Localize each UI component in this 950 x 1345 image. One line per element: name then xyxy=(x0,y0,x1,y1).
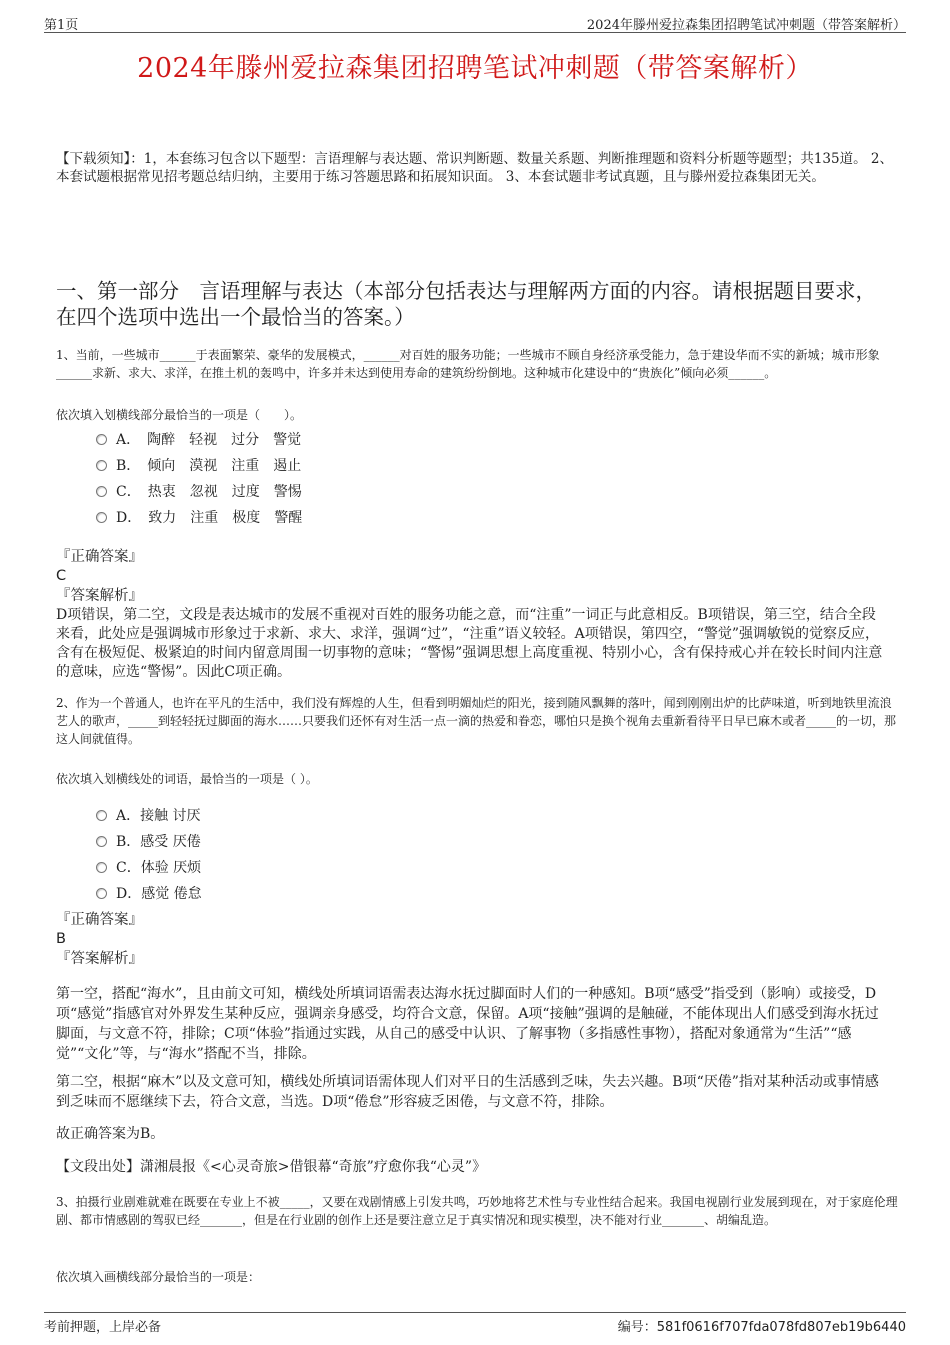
page-title: 2024年滕州爱拉森集团招聘笔试冲刺题（带答案解析） xyxy=(137,53,813,84)
question-2-analysis-label: 『答案解析』 xyxy=(56,951,143,967)
question-3-stem: 3、拍摄行业剧难就难在既要在专业上不被_____，又要在戏剧情感上引发共鸣，巧妙地将艺术性与专业性结合起来。我国电视剧行业发展到现在，对于家庭伦理剧、都市情感剧的驾驭已经_______，但是在行业剧的创作上还是要注意立足于真实情况和现实模型，决不能对行业_______、胡编乱造。 xyxy=(56,1195,898,1227)
question-2-answer: B xyxy=(56,931,66,947)
question-1-answer: C xyxy=(56,568,67,584)
question-2-prompt: 依次填入划横线处的词语，最恰当的一项是（ ）。 xyxy=(56,772,318,786)
question-1-answer-label: 『正确答案』 xyxy=(56,549,143,565)
question-2-stem: 2、作为一个普通人，也许在平凡的生活中，我们没有辉煌的人生，但看到明媚灿烂的阳光，接到随风飘舞的落叶，闻到刚刚出炉的比萨味道，听到地铁里流浪艺人的歌声，_____到轻轻抚过脚面的海水……只要我们还怀有对生活一点一滴的热爱和眷恋，哪怕只是换个视角去重新看待平日早已麻木或者_____的一切，那这人间就值得。 xyxy=(56,696,897,746)
question-1-options xyxy=(96,426,302,530)
download-notice: 【下载须知】：1，本套练习包含以下题型：言语理解与表达题、常识判断题、数量关系题、判断推理题和资料分析题等题型；共135道。 2、本套试题根据常见招考题总结归纳，主要用于练习答题思路和拓展知识面。 3、本套试题非考试真题，且与滕州爱拉森集团无关。 xyxy=(56,151,893,185)
radio-icon[interactable] xyxy=(96,460,107,471)
radio-icon[interactable] xyxy=(96,810,107,821)
question-1-stem: 1、当前，一些城市______于表面繁荣、豪华的发展模式，______对百姓的服务功能；一些城市不顾自身经济承受能力，急于建设华而不实的新城；城市形象______求新、求大、求洋，在推土机的轰鸣中，许多并未达到使用寿命的建筑纷纷倒地。这种城市化建设中的“贵族化”倾向必须______。 xyxy=(56,348,880,380)
section-heading: 一、第一部分 言语理解与表达（本部分包括表达与理解两方面的内容。请根据题目要求，在四个选项中选出一个最恰当的答案。） xyxy=(56,279,876,329)
question-2-options xyxy=(96,802,202,906)
question-2-source: 【文段出处】潇湘晨报《<心灵奇旅>借银幕“奇旅”疗愈你我“心灵”》 xyxy=(56,1159,487,1175)
radio-icon[interactable] xyxy=(96,862,107,873)
question-2-option-a[interactable]: A．接触 讨厌 xyxy=(96,802,202,828)
question-2-option-d[interactable]: D．感觉 倦怠 xyxy=(96,880,202,906)
page-footer xyxy=(44,1312,906,1335)
question-1-option-a[interactable]: A． 陶醉 轻视 过分 警觉 xyxy=(96,426,302,452)
footer-slogan: 考前押题，上岸必备 xyxy=(44,1320,162,1335)
radio-icon[interactable] xyxy=(96,486,107,497)
question-2-option-b[interactable]: B．感受 厌倦 xyxy=(96,828,202,854)
header-doc-title: 2024年滕州爱拉森集团招聘笔试冲刺题（带答案解析） xyxy=(586,18,906,33)
page-number: 第1页 xyxy=(44,18,79,33)
footer-doc-id: 编号：581f0616f707fda078fd807eb19b6440 xyxy=(617,1320,906,1335)
question-1-prompt: 依次填入划横线部分最恰当的一项是（ ）。 xyxy=(56,408,303,422)
question-3-prompt: 依次填入画横线部分最恰当的一项是： xyxy=(56,1270,261,1284)
radio-icon[interactable] xyxy=(96,888,107,899)
question-1-option-c[interactable]: C． 热衷 忽视 过度 警惕 xyxy=(96,478,302,504)
page-header xyxy=(44,12,906,33)
question-2-analysis-p1: 第一空，搭配“海水”，且由前文可知，横线处所填词语需表达海水抚过脚面时人们的一种感知。B项“感受”指受到（影响）或接受，D项“感觉”指感官对外界发生某种反应，强调亲身感受，均符合文意，保留。A项“接触”强调的是触碰，不能体现出人们感受到海水抚过脚面，与文意不符，排除；C项“体验”指通过实践，从自己的感受中认识、了解事物（多指感性事物），搭配对象通常为“生活”“感觉”“文化”等，与“海水”搭配不当，排除。 xyxy=(56,986,879,1062)
radio-icon[interactable] xyxy=(96,836,107,847)
question-2-analysis-p2: 第二空，根据“麻木”以及文意可知，横线处所填词语需体现人们对平日的生活感到乏味，失去兴趣。B项“厌倦”指对某种活动或事情感到乏味而不愿继续下去，符合文意，当选。D项“倦怠”形容疲乏困倦，与文意不符，排除。 xyxy=(56,1074,879,1110)
radio-icon[interactable] xyxy=(96,434,107,445)
question-1-analysis-label: 『答案解析』 xyxy=(56,588,143,604)
question-1-analysis: D项错误，第二空，文段是表达城市的发展不重视对百姓的服务功能之意，而“注重”一词正与此意相反。B项错误，第三空，结合全段来看，此处应是强调城市形象过于求新、求大、求洋，强调“过”，“注重”语义较轻。A项错误，第四空，“警觉”强调敏锐的觉察反应，含有在极短促、极紧迫的时间内留意周围一切事物的意味；“警惕”强调思想上高度重视、特别小心，含有保持戒心并在较长时间内注意的意味，应选“警惕”。因此C项正确。 xyxy=(56,607,883,680)
question-2-answer-label: 『正确答案』 xyxy=(56,912,143,928)
radio-icon[interactable] xyxy=(96,512,107,523)
question-2-analysis-p3: 故正确答案为B。 xyxy=(56,1126,165,1142)
question-1-option-d[interactable]: D． 致力 注重 极度 警醒 xyxy=(96,504,302,530)
question-2-option-c[interactable]: C．体验 厌烦 xyxy=(96,854,202,880)
question-1-option-b[interactable]: B． 倾向 漠视 注重 遏止 xyxy=(96,452,302,478)
